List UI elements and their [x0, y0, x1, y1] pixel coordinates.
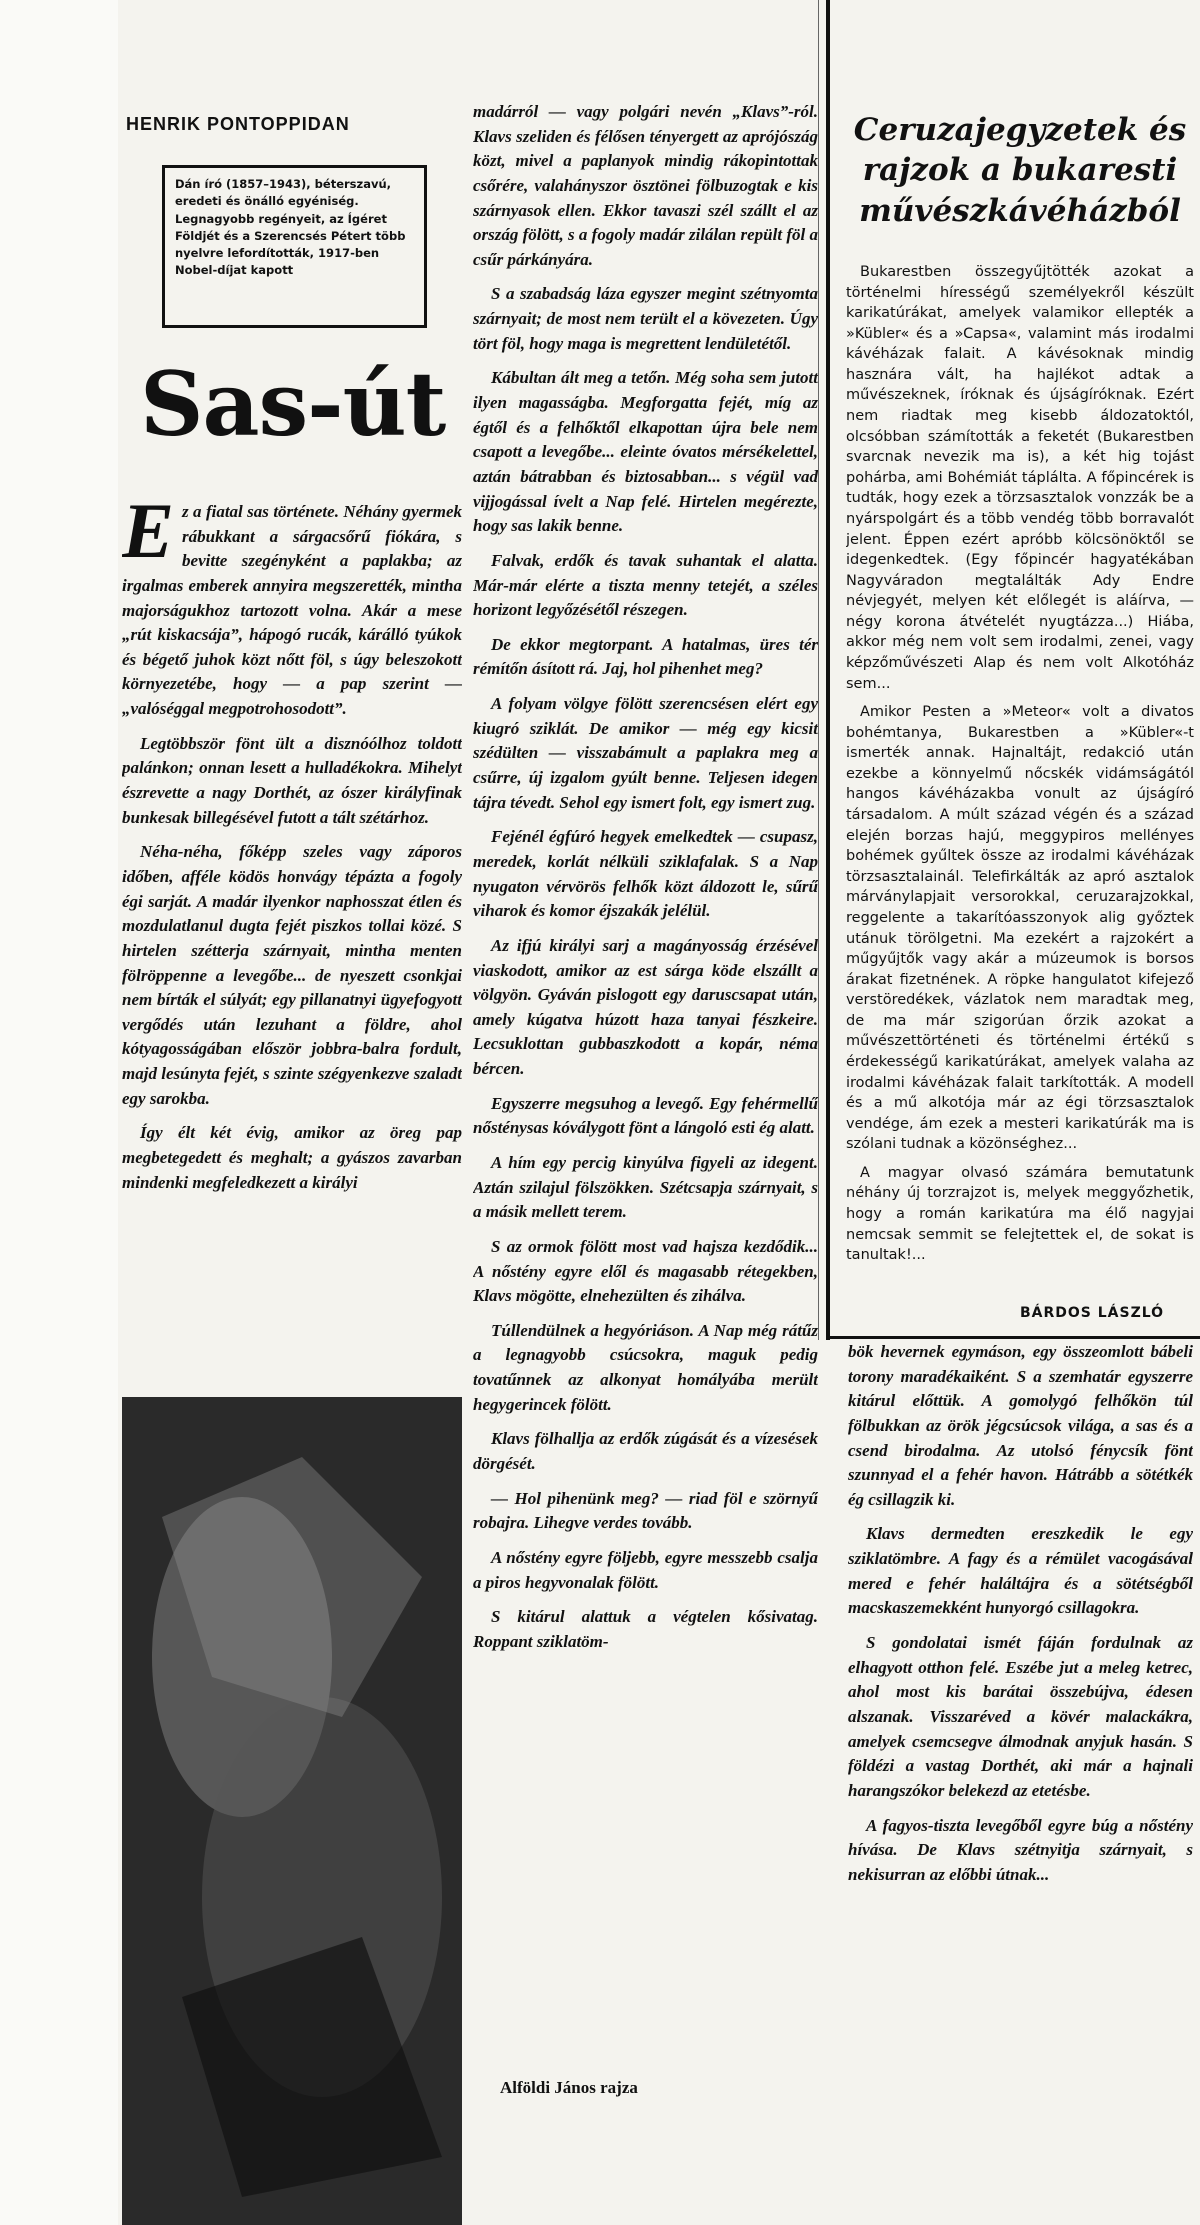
paragraph: Amikor Pesten a »Meteor« volt a divatos bohémtanya, Bukarestben a »Kübler«-t ismerték annak. Hajnaltájt, redakció után ezekbe a könnyelmű nőcskék vidámságától hangos kávéházakba vonult az újságíró társadalom. A múlt század végén és a század elején borzas hajú, meggypiros mellényes bohémek gyűltek össze az irodalmi kávéházak törzsasztalainál. Telefirkálták az apró asztalok márványlapjait versorokkal, ceruzarajzokkal, reggelente a takarítóasszonyok alig győztek utánuk törölgetni. Ma ezekért a rajzokért a műgyűjtők vagy akár a múzeumok is borsos árakat fizetnének. A röpke hangulatot kifejező verstöredékek, vázlatok nem maradtak meg, de ma már szigorúan őrzik azokat a művészettörténeti és történelmi értékű s érdekességű karikatúrákat, amelyek valaha az irodalmi kávéházak falait tarkították. A modell és a mű alkotója már az égi törzsasztalok vendége, ám ezek a mesteri karikatúrák ma is szólani tudnak a közönséghez...: [846, 704, 1194, 1153]
paragraph: Egyszerre megsuhog a levegő. Egy fehérmellű nősténysas kóválygott fönt a lángoló esti ég alatt.: [473, 1093, 818, 1138]
article-title: Sas-út: [140, 352, 446, 456]
paragraph: Túllendülnek a hegyóriáson. A Nap még rátűz a legnagyobb csúcsokra, maguk pedig tovatűnnek az alkonyat homályába merült hegygerincek fölött.: [473, 1320, 818, 1414]
sidebar-border: [826, 0, 830, 1340]
paragraph: Kábultan ált meg a tetőn. Még soha sem jutott ilyen magasságba. Megforgatta fejét, míg az égtől és a felhőktől elkapottan újra bele nem csapott a levegőbe... eleinte óvatos mérsékelettel, aztán bátrabban és biztosabban... s végül vad vijjogással ívelt a Nap felé. Hirtelen megérezte, hogy sas lakik benne.: [473, 368, 818, 536]
article-column-2: [473, 100, 818, 2100]
paragraph: A folyam völgye fölött szerencsésen elért egy kiugró sziklát. De amikor — még egy kicsit szédülten — visszabámult a paplakra meg a csűrre, új izgalom gyúlt benne. Teljesen idegen tájra tévedt. Sehol egy ismert folt, egy ismert zug.: [473, 694, 818, 812]
paragraph: Az ifjú királyi sarj a magányosság érzésével viaskodott, amikor az est sárga köde elszállt a völgyön. Gyáván pislogott egy daruscsapat után, amely kúgatva húzott haza tanyai fészkeire. Lecsuklottan gubbaszkodott a kopár, néma bércen.: [473, 935, 818, 1079]
paragraph: A fagyos-tiszta levegőből egyre búg a nőstény hívása. De Klavs szétnyitja szárnyait, s nekisurran az előbbi útnak...: [848, 1815, 1193, 1884]
article-column-3: [848, 1340, 1193, 2060]
illustration-credit: Alföldi János rajza: [500, 2078, 638, 2097]
paragraph: De ekkor megtorpant. A hatalmas, üres tér rémítőn ásított rá. Jaj, hol pihenhet meg?: [473, 634, 818, 679]
paragraph: Fejénél égfúró hegyek emelkedtek — csupasz, meredek, korlát nélküli sziklafalak. S a Nap nyugaton vérvörös felhők közt áldozott le, sűrű viharok és komor éjszakák jelélül.: [473, 827, 818, 921]
paragraph: bök hevernek egymáson, egy összeomlott bábeli torony maradékaiként. S a szemhatár egyszerre kitárul előttük. A gomolygó felhőkön túl fölbukkan az örök jégcsúcsok világa, a sas és a csend birodalma. Az utolsó fénycsík fönt szunnyad el a fehér havon. Hátrább a sötétkék ég csillagzik ki.: [848, 1342, 1193, 1509]
author-bio-box: Dán író (1857–1943), béterszavú, eredeti és önálló egyéniség. Legnagyobb regényeit, az Ígéret Földjét és a Szerencsés Pétert több nyelvre lefordították, 1917-ben Nobel-díjat kapott: [162, 165, 427, 328]
column-divider: [818, 0, 819, 1340]
paragraph: — Hol pihenünk meg? — riad föl e szörnyű robajra. Lihegve verdes tovább.: [473, 1488, 818, 1533]
paragraph: A nőstény egyre följebb, egyre messzebb csalja a piros hegyvonalak fölött.: [473, 1547, 818, 1592]
sidebar-body: [846, 262, 1194, 1297]
author-name: HENRIK PONTOPPIDAN: [126, 114, 350, 134]
paragraph: Ez a fiatal sas története. Néhány gyermek rábukkant a sárgacsőrű fiókára, s bevitte szegényként a paplakba; az irgalmas emberek annyira megszerették, mintha majorságukhoz tartozott volna. Akár a mese „rút kiskacsája”, hápogó rucák, kárálló tyúkok és bégető juhok közt nőtt föl, s úgy beleszokott környezetébe, hogy — a pap szerint — „valóséggal megpotrohosodott”.: [122, 500, 462, 719]
paragraph: Legtöbbször fönt ült a disznóólhoz toldott palánkon; onnan lesett a hulladékokra. Mihelyt észrevette a nagy Dorthét, az ószer királyfinak bunkesak billegésével futott a tált szétárhoz.: [122, 733, 462, 827]
paragraph: A magyar olvasó számára bemutatunk néhány új torzrajzot is, melyek meggyőzhetik, hogy a román karikatúra ma élő nagyjai nemcsak semmit se felejtettek el, de sokat is tanultak!...: [846, 1164, 1194, 1264]
paragraph: S az ormok fölött most vad hajsza kezdődik... A nőstény egyre elől és magasabb rétegekben, Klavs mögötte, elnehezülten és zihálva.: [473, 1236, 818, 1306]
paragraph: madárról — vagy polgári nevén „Klavs”-ról. Klavs szeliden és félősen tényergett az aprójószág közt, mivel a paplanyok mindig rákopintottak csőrére, valahányszor ösztönei fölbuzogtak e kis szárnyasok ellen. Ekkor tavaszi szél szállt el az ország fölött, s a fogoly madár zilálan repült föl a csűr párkányára.: [473, 102, 818, 269]
paragraph: Így élt két évig, amikor az öreg pap megbetegedett és meghalt; a gyászos zavarban mindenki megfeledkezett a királyi: [122, 1123, 462, 1192]
paragraph: Klavs dermedten ereszkedik le egy sziklatömbre. A fagy és a rémület vacogásával mered e fehér haláltájra és a sötétségből macskaszemekként hunyorgó csillagokra.: [848, 1524, 1193, 1618]
paragraph: A hím egy percig kinyúlva figyeli az idegent. Aztán szilajul fölszökken. Szétcsapja szárnyait, s a másik mellett terem.: [473, 1152, 818, 1222]
article-column-1: [122, 500, 462, 1355]
paragraph: Néha-néha, főképp szeles vagy záporos időben, afféle ködös honvágy tépázta a fogoly égi sarját. A madár ilyenkor naphosszat étlen és mozdulatlanul dugta fejét piszkos tollai közé. S hirtelen szétterja szárnyait, mintha menten fölröppenne a levegőbe... de nyeszett csonkjai nem bírták el súlyát; egy pillanatnyi ügyefogyott vergődés után lezuhant a földre, ahol kótyagosságában először jobbra-balra fordult, majd lesúnyta fejét, s szinte szégyenkezve szaladt egy sarokba.: [122, 842, 462, 1108]
sidebar-signature: BÁRDOS LÁSZLÓ: [1020, 1305, 1165, 1321]
paragraph: Klavs fölhallja az erdők zúgását és a vízesések dörgését.: [473, 1429, 818, 1474]
sidebar-bottom-border: [826, 1336, 1200, 1339]
paragraph: S a szabadság láza egyszer megint szétnyomta szárnyait; de most nem terült el a kövezeten. Úgy tört föl, hogy maga is megrettent lendületétől.: [473, 284, 818, 353]
sidebar-title: Ceruzajegyzetek és rajzok a bukaresti művészkávéházból: [853, 112, 1187, 229]
drop-cap: E: [122, 500, 175, 574]
paragraph: S gondolatai ismét fáján fordulnak az elhagyott otthon felé. Eszébe jut a meleg ketrec, ahol most kis barátai összebújva, édesen alszanak. Visszaréved a kövér malackákra, amelyek csemcsegve álmodnak anyjuk hasán. S földézi a vastag Dorthét, aki már a hajnali harangszókor belekezd az etetésbe.: [848, 1633, 1193, 1800]
paragraph: Falvak, erdők és tavak suhantak el alatta. Már-már elérte a tiszta menny tetejét, a széles horizont legyőzésétől részegen.: [473, 550, 818, 620]
paragraph: Bukarestben összegyűjtötték azokat a történelmi hírességű személyekről készült karikatúrákat, amelyek valamikor ellepték a »Kübler« és a »Capsa«, valamint más irodalmi kávéházak falait. A kávésoknak mindig hasznára vált, ha hajlékot adtak a művészeknek, íróknak és újságíróknak. Ezért nem riadtak meg kisebb áldozatoktól, olcsóbban számították a feketét (Bukarestben svarcnak nevezik ma is), a két hig tojást pohárba, ami Bohémiát táplálta. A főpincérek is tudták, hogy ezek a törzsasztalok vonzzák be a nyárspolgárt és a több vendég több borravalót jelent. Éppen ezért apróbb kölcsönöktől se idegenkedtek. (Egy főpincér hagyatékában Nagyváradon megtalálták Ady Endre névjegyét, melyen két előlegét is aláírva, — négy korona átvételét nyugtázza...) Hiába, akkor még nem volt sem irodalmi, zenei, vagy képzőművészeti Alap és nem volt Alkotóház sem...: [846, 264, 1194, 692]
page-margin: [0, 0, 118, 2225]
paragraph: S kitárul alattuk a végtelen kősivatag. Roppant sziklatöm-: [473, 1607, 818, 1651]
eagle-illustration: [122, 1397, 462, 2225]
